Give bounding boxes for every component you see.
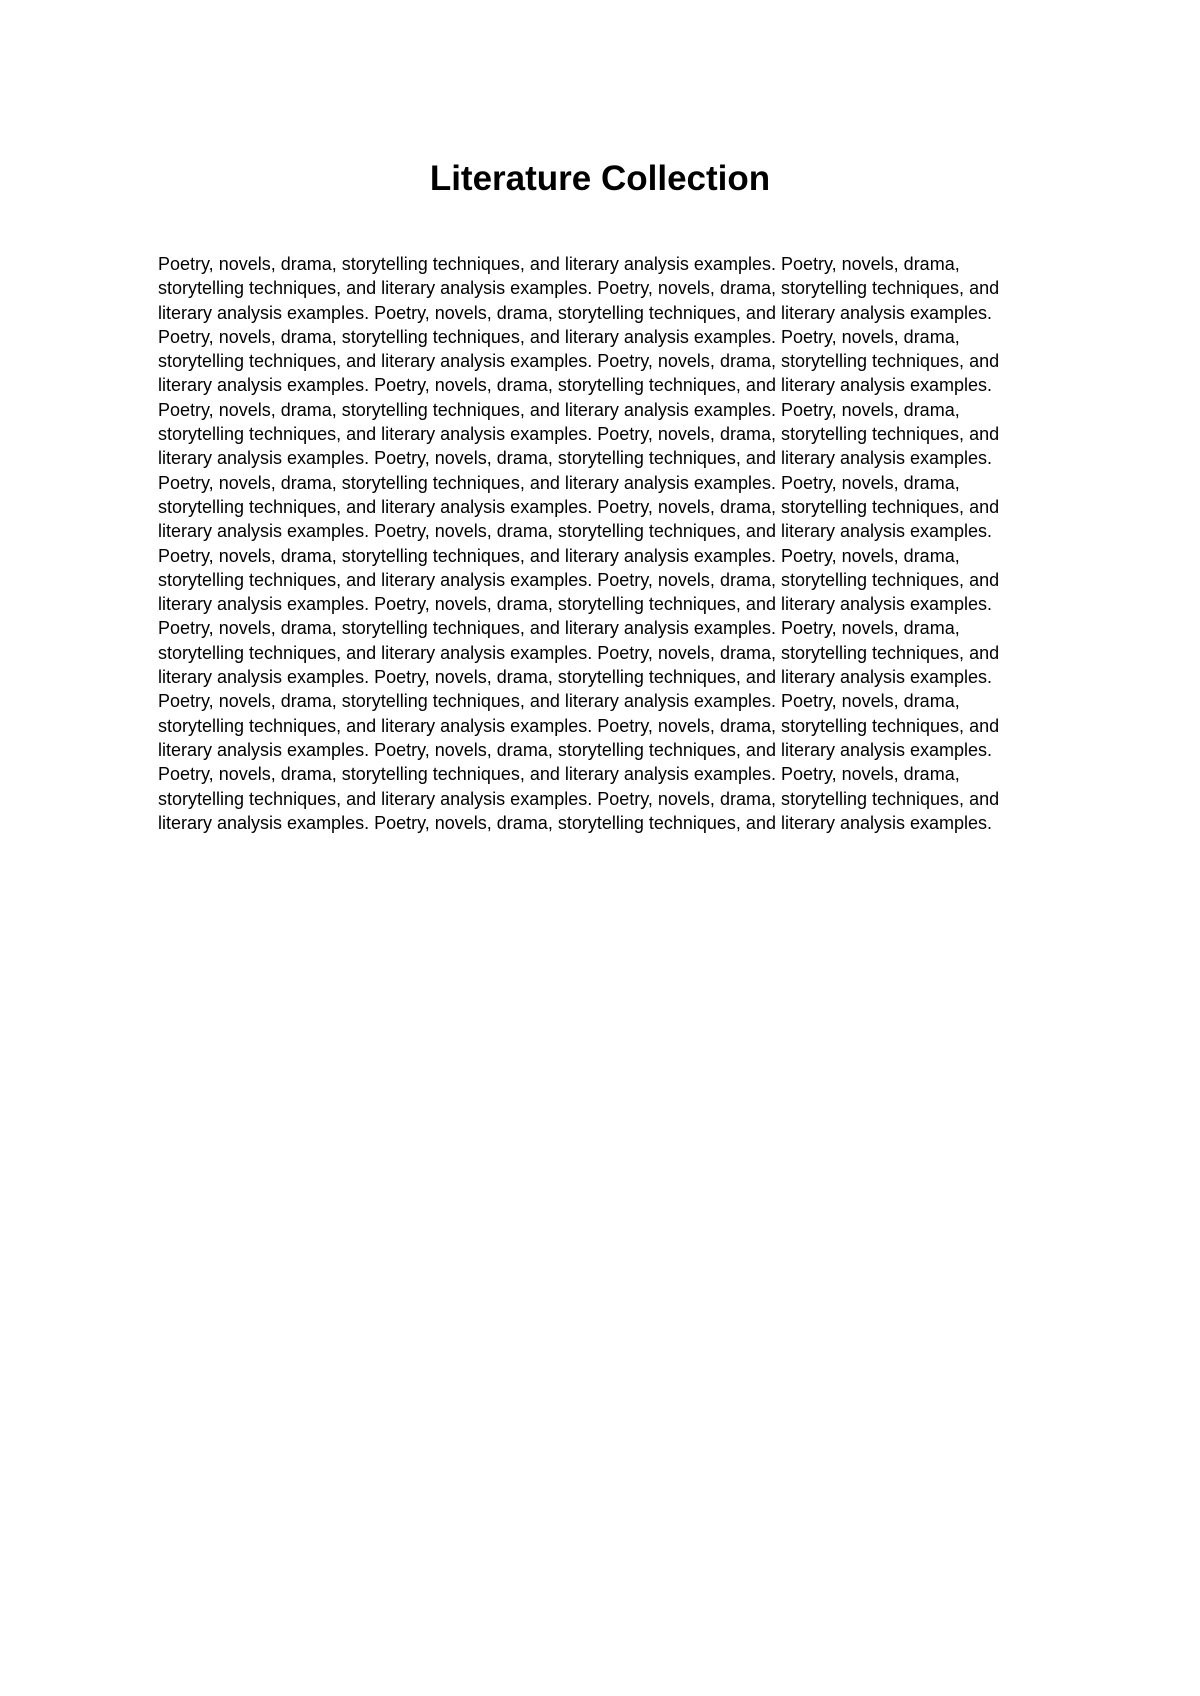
page-title: Literature Collection: [429, 159, 771, 198]
body-paragraph: Poetry, novels, drama, storytelling techniques, and literary analysis examples. Poetry, novels, drama, storytelling techniques, and literary analysis examples. Poetry, novels, drama, storytelling techniques, and literary analysis examples. Poetry, novels, drama, storytelling techniques, and literary analysis examples. Poetry, novels, drama, storytelling techniques, and literary analysis examples. Poetry, novels, drama, storytelling techniques, and literary analysis examples. Poetry, novels, drama, storytelling techniques, and literary analysis examples. Poetry, novels, drama, storytelling techniques, and literary analysis examples. Poetry, novels, drama, storytelling techniques, and literary analysis examples. Poetry, novels, drama, storytelling techniques, and literary analysis examples. Poetry, novels, drama, storytelling techniques, and literary analysis examples. Poetry, novels, drama, storytelling techniques, and literary analysis examples. Poetry, novels, drama, storytelling techniques, and literary analysis examples. Poetry, novels, drama, storytelling techniques, and literary analysis examples. Poetry, novels, drama, storytelling techniques, and literary analysis examples. Poetry, novels, drama, storytelling techniques, and literary analysis examples. Poetry, novels, drama, storytelling techniques, and literary analysis examples. Poetry, novels, drama, storytelling techniques, and literary analysis examples. Poetry, novels, drama, storytelling techniques, and literary analysis examples. Poetry, novels, drama, storytelling techniques, and literary analysis examples. Poetry, novels, drama, storytelling techniques, and literary analysis examples. Poetry, novels, drama, storytelling techniques, and literary analysis examples. Poetry, novels, drama, storytelling techniques, and literary analysis examples. Poetry, novels, drama, storytelling techniques, and literary analysis examples. Poetry, novels, drama, storytelling techniques, and literary analysis examples. Poetry, novels, drama, storytelling techniques, and literary analysis examples. Poetry, novels, drama, storytelling techniques, and literary analysis examples. Poetry, novels, drama, storytelling techniques, and literary analysis examples. Poetry, novels, drama, storytelling techniques, and literary analysis examples. Poetry, novels, drama, storytelling techniques, and literary analysis examples. Poetry, novels, drama, storytelling techniques, and literary analysis examples. Poetry, novels, drama, storytelling techniques, and literary analysis examples.: [158, 254, 1000, 833]
